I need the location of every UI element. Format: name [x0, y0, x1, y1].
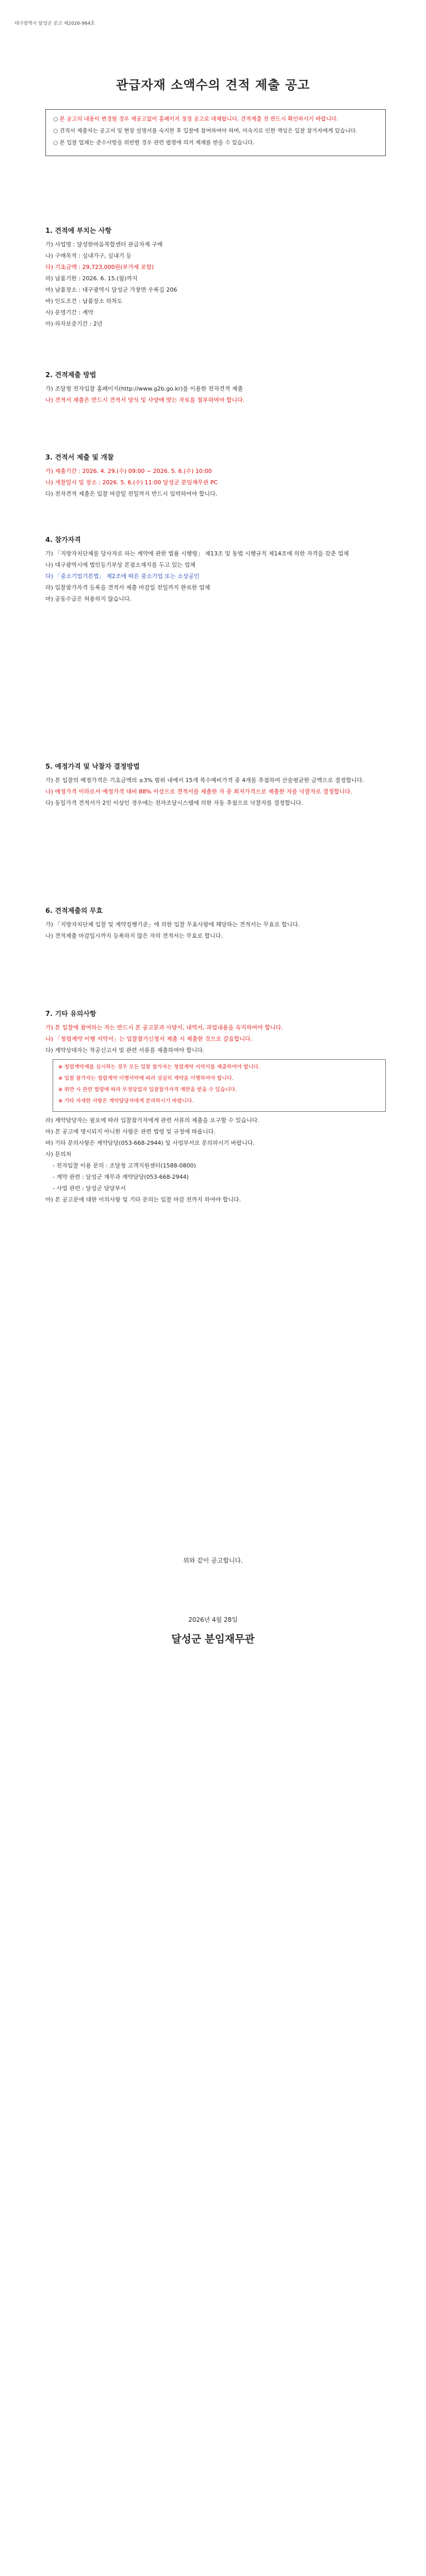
section-line: 나) 예정가격 이하로서 예정가격 대비 88% 이상으로 견적서를 제출한 자 중 최저가격으로 제출한 자를 낙찰자로 결정합니다.: [45, 788, 352, 795]
closing-date: 2026년 4월 28일: [188, 1616, 238, 1623]
section-line: 라) 계약담당자는 필요에 따라 입찰참가자에게 관련 서류의 제출을 요구할 수 있습니다.: [45, 1117, 259, 1124]
section-line: 사) 문의처: [45, 1151, 72, 1158]
section-7: [45, 1010, 386, 1207]
section-line: 다) 기초금액 : 29,723,000원(부가세 포함): [45, 264, 154, 270]
section-heading: 3. 견적서 제출 및 개찰: [45, 454, 114, 462]
section-line: 다) 「중소기업기본법」 제2조에 따른 중소기업 또는 소상공인: [45, 573, 200, 580]
section-heading: 1. 견적에 부치는 사항: [45, 227, 112, 235]
section-3: [45, 453, 386, 501]
notice-subbox: [53, 1059, 386, 1112]
section-line: 아) 본 공고문에 대한 이의사항 및 기타 문의는 입찰 마감 전까지 하여야 합니다.: [45, 1196, 241, 1203]
section-line: 나) 견적제출 마감일시까지 등록하지 않은 자의 견적서는 무효로 합니다.: [45, 933, 223, 939]
section-heading: 6. 견적제출의 무효: [45, 907, 103, 915]
section-line: 사) 운영기간 : 계약: [45, 309, 93, 316]
section-line: 가) 본 입찰의 예정가격은 기초금액의 ±3% 범위 내에서 15개 복수예비가격 중 4개를 추첨하여 산술평균한 금액으로 결정합니다.: [45, 777, 364, 784]
section-line: 가) 「지방자치단체를 당사자로 하는 계약에 관한 법률 시행령」 제13조 및 동법 시행규칙 제14조에 의한 자격을 갖춘 업체: [45, 550, 349, 557]
box-line: ※ 청렴계약제를 실시하는 경우 모든 입찰 참가자는 청렴계약 서약서를 제출하여야 합니다.: [58, 1064, 260, 1070]
section-heading: 5. 예정가격 및 낙찰자 결정방법: [45, 763, 140, 771]
section-1: [45, 227, 386, 331]
section-line: 라) 납품기한 : 2026. 6. 15.(월)까지: [45, 275, 138, 282]
section-line: 가) 「지방자치단체 입찰 및 계약집행기준」에 의한 입찰 무효사항에 해당하는 견적서는 무효로 합니다.: [45, 921, 300, 928]
closing-text: 위와 같이 공고합니다.: [183, 1557, 243, 1564]
section-line: 라) 입찰참가자격 등록을 견적서 제출 마감일 전일까지 완료한 업체: [45, 584, 210, 591]
box-line: ※ 기타 자세한 사항은 계약담당자에게 문의하시기 바랍니다.: [58, 1098, 194, 1104]
section-line: 아) 하자보증기간 : 2년: [45, 320, 103, 327]
page-title: 관급자재 소액수의 견적 제출 공고: [116, 78, 310, 92]
section-6: [45, 907, 386, 943]
section-line: 나) 개찰일시 및 장소 : 2026. 5. 6.(수) 11:00 달성군 분임재무관 PC: [45, 479, 218, 486]
section-line: 다) 전자견적 제출은 입찰 마감일 전일까지 반드시 입력하여야 합니다.: [45, 490, 218, 497]
section-line: 마) 납품장소 : 대구광역시 달성군 가창면 우록길 206: [45, 286, 177, 293]
section-line: 다) 계약상대자는 착공신고서 및 관련 서류를 제출하여야 합니다.: [45, 1047, 205, 1054]
section-heading: 7. 기타 유의사항: [45, 1010, 96, 1018]
section-line: 나) 「청렴계약 이행 서약서」는 입찰참가신청서 제출 시 제출한 것으로 갈음합니다.: [45, 1036, 253, 1042]
box-line: ※ 위반 시 관련 법령에 따라 부정당업자 입찰참가자격 제한을 받을 수 있습니다.: [58, 1087, 237, 1093]
notice-item: ○ 본 공고의 내용이 변경될 경우 재공고없이 홈페이지 정정 공고로 대체합니다. 견적제출 전 반드시 확인하시기 바랍니다.: [53, 116, 338, 122]
section-line: 가) 사업명 : 달성한마음복합센터 관급자재 구매: [45, 241, 163, 248]
notice-box: [45, 109, 386, 156]
section-heading: 2. 견적제출 방법: [45, 371, 96, 379]
section-line: 마) 본 공고에 명시되지 아니한 사항은 관련 법령 및 규정에 따릅니다.: [45, 1128, 216, 1135]
section-line: 가) 본 입찰에 참여하는 자는 반드시 본 공고문과 사양서, 내역서, 과업내용을 숙지하여야 합니다.: [45, 1024, 283, 1031]
section-line: 가) 제출기간 : 2026. 4. 29.(수) 09:00 ~ 2026. 5. 6.(수) 10:00: [45, 468, 212, 474]
section-line: 바) 인도조건 : 납품장소 하차도: [45, 298, 123, 304]
section-line: 바) 기타 문의사항은 계약담당(053-668-2944) 및 사업부서로 문의하시기 바랍니다.: [45, 1140, 255, 1146]
document-ref: 대구광역시 달성군 공고 제2026-964호: [14, 21, 95, 26]
section-line: - 전자입찰 이용 문의 : 조달청 고객지원센터(1588-0800): [53, 1162, 196, 1169]
section-line: 나) 구매목적 : 실내가구, 실내기 등: [45, 252, 132, 259]
section-line: - 계약 관련 : 달성군 재무과 계약담당(053-668-2944): [53, 1174, 189, 1180]
section-5: [45, 762, 386, 810]
box-line: ※ 입찰 참가자는 청렴계약 이행서약에 따라 성실히 계약을 이행하여야 합니다.: [58, 1076, 234, 1081]
section-line: 나) 대구광역시에 법인등기부상 본점소재지를 두고 있는 업체: [45, 562, 195, 568]
section-line: 다) 동일가격 견적서가 2인 이상인 경우에는 전자조달시스템에 의한 자동 추첨으로 낙찰자를 결정합니다.: [45, 800, 303, 806]
section-line: - 사업 관련 : 달성군 담당부서: [53, 1185, 126, 1192]
notice-item: ○ 견적서 제출자는 공고서 및 현장 설명서를 숙지한 후 입찰에 참여하여야 하며, 미숙지로 인한 책임은 입찰 참가자에게 있습니다.: [53, 128, 357, 134]
section-line: 나) 견적서 제출은 반드시 견적서 양식 및 사양에 맞는 자료를 첨부하여야 합니다.: [45, 397, 245, 403]
section-2: [45, 371, 386, 407]
notice-item: ○ 본 입찰 업체는 준수사항을 위반할 경우 관련 법령에 의거 제재를 받을 수 있습니다.: [53, 140, 255, 146]
section-heading: 4. 참가자격: [45, 536, 81, 544]
closing-issuer: 달성군 분임재무관: [171, 1633, 255, 1645]
section-4: [45, 536, 386, 606]
section-line: 가) 조달청 전자입찰 홈페이지(http://www.g2b.go.kr)를 이용한 전자견적 제출: [45, 385, 243, 392]
section-line: 마) 공동수급은 허용하지 않습니다.: [45, 596, 132, 602]
